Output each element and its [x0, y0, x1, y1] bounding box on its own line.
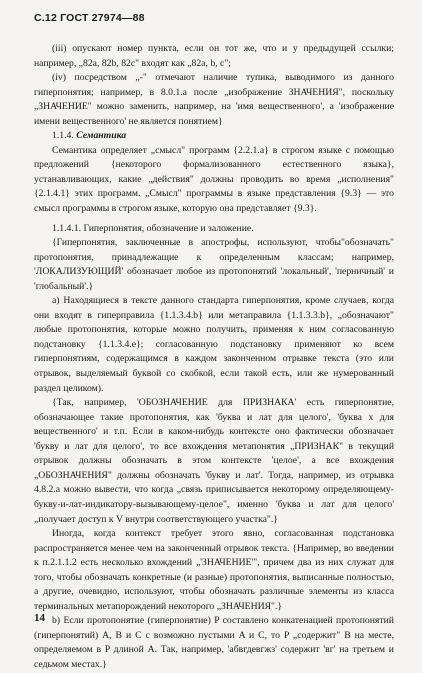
subsection-heading-1-1-4-1: 1.1.4.1. Гиперпонятия, обозначение и заложение. [52, 222, 254, 234]
paragraph-sometimes: Иногда, когда контекст требует этого явно, согласованная подстановка распространяется менее чем на законченный отрывок текста. {Например, во введении к п.2.1.1.2 есть несколько вхождений „'ЗНАЧЕНИЕ'", причем два из них служат для того, чтобы обозначать конкретные (и разные) протопонятия, выписанные полностью, а другие, очевидно, используют, чтобы обозначать различные элементы из класса терминальных метапорождений некоторого „ЗНАЧЕНИЯ".} [34, 528, 394, 612]
section-heading-1-1-4 [34, 129, 394, 144]
body-text [34, 42, 394, 673]
running-header: С.12 ГОСТ 27974—88 [34, 12, 145, 24]
paragraph-iv: (iv) посредством „-" отмечают наличие тупика, выводимого из данного гиперпонятия; например, в 8.0.1.a после „изображение ЗНАЧЕНИЯ", поскольку „ЗНАЧЕНИЕ" можно заменить, например, на 'имя вещественного', а 'изображение имени вещественного' не является понятием} [34, 72, 394, 127]
section-title: Семантика [76, 130, 127, 142]
page-number: 14 [34, 612, 45, 624]
paragraph-example: {Так, например, 'ОБОЗНАЧЕНИЕ для ПРИЗНАКА' есть гиперпонятие, обозначающее такие протопонятия, как 'буква и лат для целого', 'буква х для вещественного' и т.п. Если в каком-нибудь контексте оно фактически обозначает 'букву и лат для целого', то все вхождения метапонятия „ПРИЗНАК" в текущий отрывок должны обозначать в этом контексте 'целое', а все вхождения „ОБОЗНАЧЕНИЯ" должны обозначать 'букву и лат'. Тогда, например, из отрывка 4.8.2.a можно вывести, что когда „связь приписывается некоторому определяющему-букву-и-лат-индикатору-вызывающему-целое", именно 'буква и лат для целого' „получает доступ к V внутри соответствующего участка".} [34, 397, 394, 525]
paragraph-a: a) Находящиеся в тексте данного стандарта гиперпонятия, кроме случаев, когда они входят в гиперправила {1.1.3.4.b} или метаправила {1.1.3.3.b}, „обозначают" любые протопонятия, которые можно получить, применяя к ним согласованную подстановку {1.1.3.4.e}; согласованную подстановку применяют ко всем гиперпонятиям, содержащимся в каждом законченном отрывке текста (это или отрывок, выделяемый буквой со скобкой, если такой есть, или же нумерованный раздел целиком). [34, 295, 394, 394]
paragraph-semantics: Семантика определяет „смысл" программ {2.2.1.a} в строгом языке с помощью предложений {некоторого формализованного естественного языка}, устанавливающих, какие „действия" должны проводить во время „исполнения" {2.1.4.1} этих программ. „Смысл" программы в языке представления {9.3} — это смысл программы в строгом языке, которую она представляет {9.3}. [34, 144, 394, 215]
paragraph-hypernotions: {Гиперпонятия, заключенные в апострофы, используют, чтобы"обозначать" протопонятия, принадлежащие к определенным классам; например, 'ЛОКАЛИЗУЮЩИЙ' обозначает любое из протопонятий 'локальный', 'перничный' и 'глобальный'.} [34, 237, 394, 292]
paragraph-b: b) Если протопонятие (гиперпонятие) P составлено конкатенацией протопонятий (гиперпонятий) A, B и C с возможно пустыми A и C, то P „содержит" B на месте, определяемом в P длиной A. Так, например, 'абвгдевгжз' содержит 'вг' на третьем и седьмом местах.} [34, 615, 394, 670]
paragraph-iii: (iii) опускают номер пункта, если он тот же, что и у предыдущей ссылки; например, „82a, 82b, 82c" входят как „82a, b, c"; [34, 43, 394, 69]
section-number: 1.1.4. [52, 130, 74, 142]
